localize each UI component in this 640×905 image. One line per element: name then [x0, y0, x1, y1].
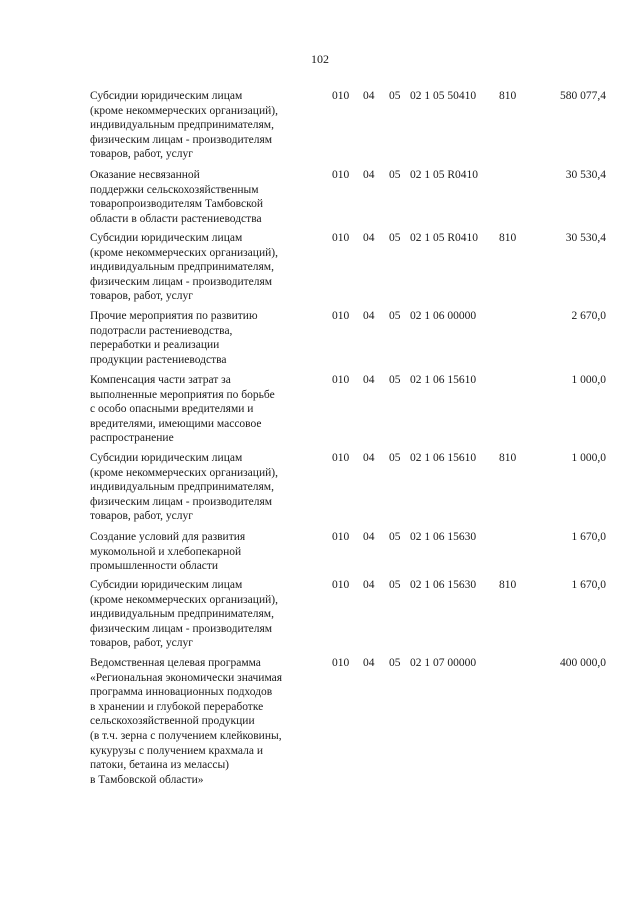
- row-name-line: Создание условий для развития: [90, 531, 246, 543]
- row-name-line: индивидуальным предпринимателям,: [90, 261, 274, 274]
- row-name-line: физическим лицам - производителям: [90, 133, 273, 146]
- row-name: [90, 578, 325, 651]
- row-name: [90, 656, 325, 787]
- section-code: 04: [363, 310, 375, 322]
- section-code: 04: [363, 657, 375, 669]
- section-code: 04: [363, 169, 375, 181]
- target-article-code: 02 1 07 00000: [410, 657, 477, 669]
- target-article-code: 02 1 06 00000: [410, 310, 477, 322]
- amount: 1 000,0: [571, 452, 606, 464]
- row-name: [90, 231, 325, 304]
- row-name-line: в Тамбовской области»: [90, 773, 204, 786]
- row-name: [90, 309, 325, 367]
- amount: 1 670,0: [571, 579, 606, 591]
- row-name-line: выполненные мероприятия по борьбе: [90, 388, 275, 401]
- row-name-line: Компенсация части затрат за: [90, 374, 231, 386]
- section-code: 04: [363, 232, 375, 244]
- section-code: 04: [363, 90, 375, 102]
- amount: 2 670,0: [571, 310, 606, 322]
- admin-code: 010: [332, 452, 350, 464]
- target-article-code: 02 1 06 15610: [410, 374, 477, 386]
- subsection-code: 05: [389, 374, 401, 386]
- row-name-line: Субсидии юридическим лицам: [90, 90, 243, 102]
- row-name-line: индивидуальным предпринимателям,: [90, 119, 274, 132]
- subsection-code: 05: [389, 657, 401, 669]
- amount: 1 000,0: [571, 374, 606, 386]
- amount: 30 530,4: [565, 169, 606, 181]
- row-name-line: (кроме некоммерческих организаций),: [90, 466, 278, 479]
- row-name: [90, 373, 325, 446]
- row-name-line: Ведомственная целевая программа: [90, 657, 261, 669]
- row-name: [90, 530, 325, 574]
- amount: 30 530,4: [565, 232, 606, 244]
- row-name-line: распространение: [90, 432, 174, 445]
- row-name-line: (кроме некоммерческих организаций),: [90, 593, 278, 606]
- row-name-line: (в т.ч. зерна с получением клейковины,: [90, 729, 282, 742]
- row-name-line: физическим лицам - производителям: [90, 495, 273, 508]
- row-name-line: товаров, работ, услуг: [90, 148, 193, 161]
- amount: 1 670,0: [571, 531, 606, 543]
- row-name-line: физическим лицам - производителям: [90, 622, 273, 635]
- subsection-code: 05: [389, 531, 401, 543]
- admin-code: 010: [332, 232, 350, 244]
- target-article-code: 02 1 05 R0410: [410, 232, 479, 244]
- row-name-line: вредителями, имеющими массовое: [90, 417, 262, 430]
- expense-type-code: 810: [499, 452, 517, 464]
- admin-code: 010: [332, 310, 350, 322]
- row-name-line: Субсидии юридическим лицам: [90, 579, 243, 591]
- row-name-line: товаров, работ, услуг: [90, 290, 193, 303]
- page-number: 102: [311, 52, 329, 66]
- row-name-line: товаропроизводителям Тамбовской: [90, 198, 264, 211]
- target-article-code: 02 1 06 15630: [410, 579, 477, 591]
- row-name-line: сельскохозяйственной продукции: [90, 715, 255, 728]
- row-name-line: программа инновационных подходов: [90, 686, 273, 699]
- row-name-line: переработки и реализации: [90, 339, 220, 352]
- admin-code: 010: [332, 169, 350, 181]
- admin-code: 010: [332, 531, 350, 543]
- section-code: 04: [363, 452, 375, 464]
- row-name-line: Субсидии юридическим лицам: [90, 232, 243, 244]
- row-name-line: поддержки сельскохозяйственным: [90, 183, 259, 196]
- subsection-code: 05: [389, 452, 401, 464]
- row-name-line: товаров, работ, услуг: [90, 637, 193, 650]
- row-name: [90, 168, 325, 226]
- subsection-code: 05: [389, 232, 401, 244]
- row-name-line: мукомольной и хлебопекарной: [90, 545, 242, 558]
- row-name: [90, 89, 325, 162]
- row-name-line: индивидуальным предпринимателям,: [90, 608, 274, 621]
- subsection-code: 05: [389, 90, 401, 102]
- row-name-line: патоки, бетаина из мелассы): [90, 759, 229, 772]
- row-name-line: (кроме некоммерческих организаций),: [90, 246, 278, 259]
- row-name-line: Субсидии юридическим лицам: [90, 452, 243, 464]
- row-name-line: области в области растениеводства: [90, 212, 262, 225]
- amount: 580 077,4: [560, 90, 606, 102]
- row-name-line: физическим лицам - производителям: [90, 275, 273, 288]
- admin-code: 010: [332, 90, 350, 102]
- row-name-line: с особо опасными вредителями и: [90, 403, 254, 416]
- admin-code: 010: [332, 657, 350, 669]
- row-name-line: (кроме некоммерческих организаций),: [90, 104, 278, 117]
- subsection-code: 05: [389, 579, 401, 591]
- target-article-code: 02 1 06 15630: [410, 531, 477, 543]
- row-name-line: товаров, работ, услуг: [90, 510, 193, 523]
- row-name: [90, 451, 325, 524]
- row-name-line: в хранении и глубокой переработке: [90, 700, 264, 713]
- row-name-line: индивидуальным предпринимателям,: [90, 481, 274, 494]
- row-name-line: подотрасли растениеводства,: [90, 324, 233, 337]
- row-name-line: «Региональная экономически значимая: [90, 671, 283, 684]
- target-article-code: 02 1 05 50410: [410, 90, 477, 102]
- row-name-line: продукции растениеводства: [90, 353, 227, 366]
- amount: 400 000,0: [560, 657, 606, 669]
- section-code: 04: [363, 579, 375, 591]
- row-name-line: Оказание несвязанной: [90, 169, 200, 181]
- admin-code: 010: [332, 579, 350, 591]
- admin-code: 010: [332, 374, 350, 386]
- section-code: 04: [363, 374, 375, 386]
- expense-type-code: 810: [499, 579, 517, 591]
- target-article-code: 02 1 05 R0410: [410, 169, 479, 181]
- row-name-line: промышленности области: [90, 560, 219, 573]
- expense-type-code: 810: [499, 90, 517, 102]
- target-article-code: 02 1 06 15610: [410, 452, 477, 464]
- row-name-line: кукурузы с получением крахмала и: [90, 744, 263, 757]
- row-name-line: Прочие мероприятия по развитию: [90, 310, 258, 322]
- section-code: 04: [363, 531, 375, 543]
- expense-type-code: 810: [499, 232, 517, 244]
- subsection-code: 05: [389, 169, 401, 181]
- subsection-code: 05: [389, 310, 401, 322]
